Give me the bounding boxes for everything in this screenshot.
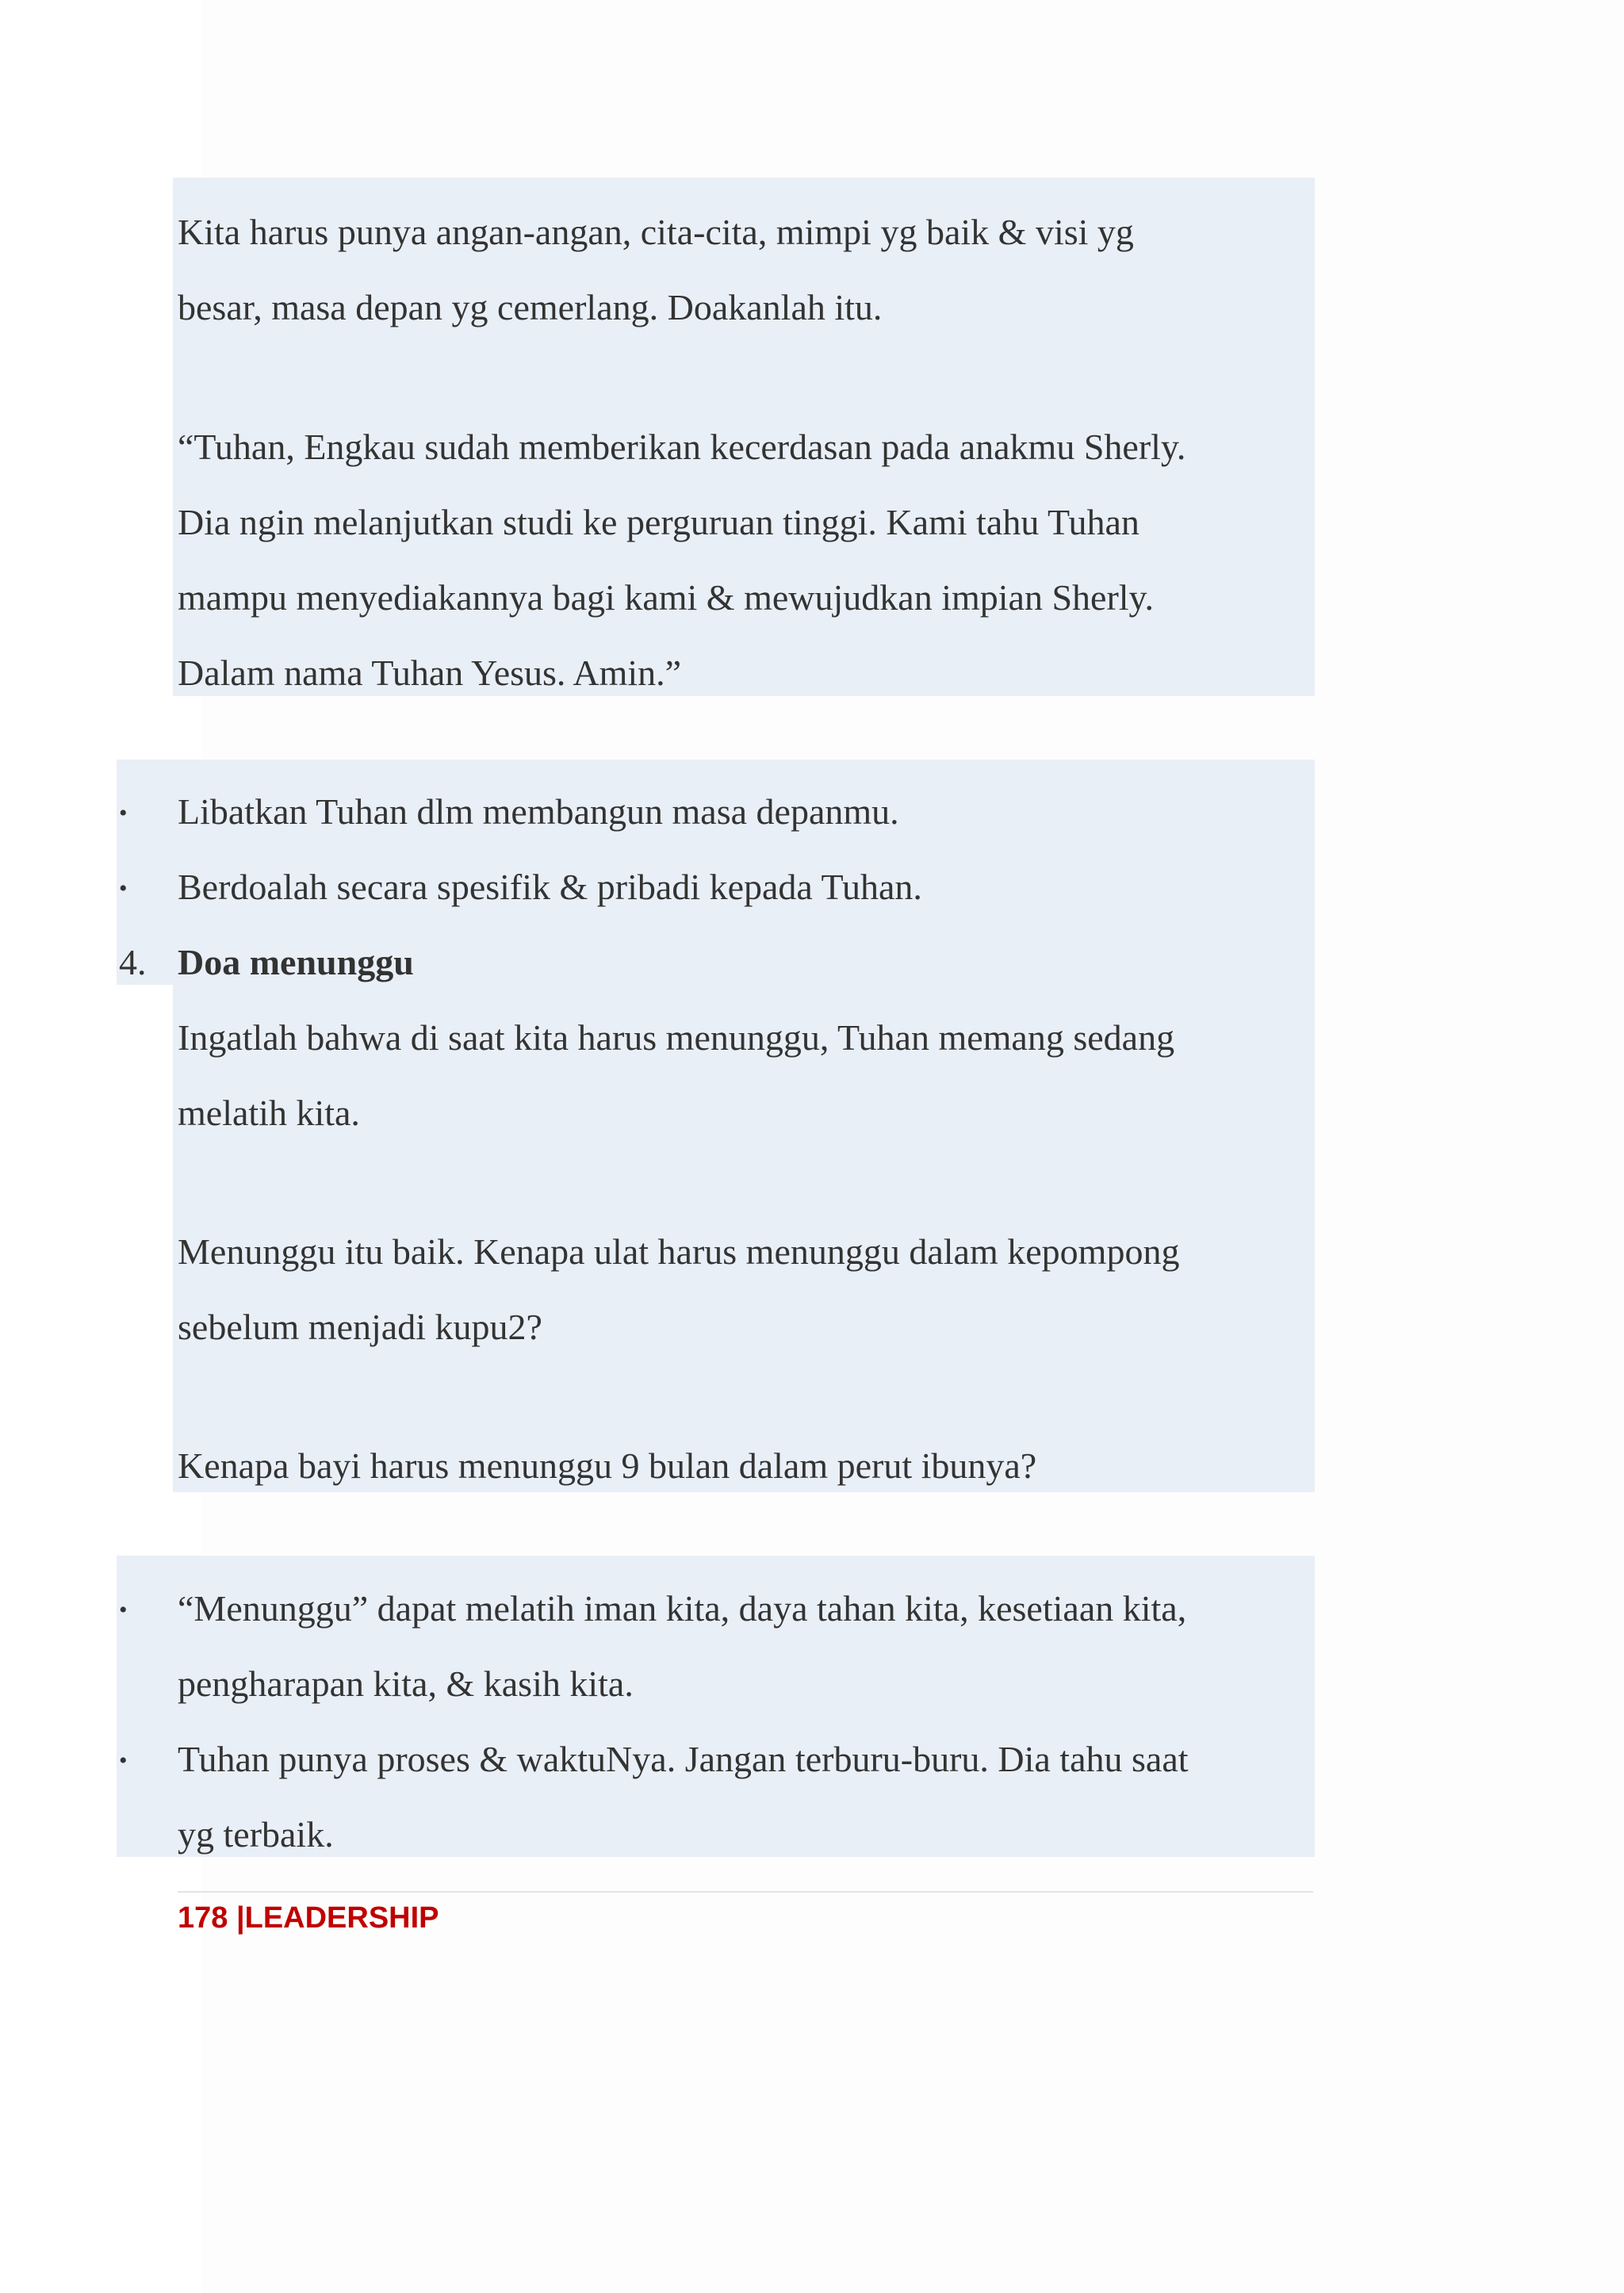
bullet-item: Libatkan Tuhan dlm membangun masa depanmu. [178,791,899,832]
section-number: 4. [119,942,147,982]
paragraph-line: Kenapa bayi harus menunggu 9 bulan dalam perut ibunya? [178,1445,1037,1486]
bullet-item-continuation: yg terbaik. [178,1814,334,1855]
bullet-icon: • [119,1597,128,1623]
footer-separator: | [236,1901,245,1935]
bullet-item: Berdoalah secara spesifik & pribadi kepada Tuhan. [178,867,922,907]
bullet-item-continuation: pengharapan kita, & kasih kita. [178,1663,634,1704]
section-title: Doa menunggu [178,942,414,982]
bullet-icon: • [119,800,128,826]
bullet-item: Tuhan punya proses & waktuNya. Jangan terburu-buru. Dia tahu saat [178,1739,1189,1779]
footer-divider [178,1891,1313,1893]
prayer-line: Dalam nama Tuhan Yesus. Amin.” [178,653,682,693]
page-number: 178 [178,1901,228,1935]
paragraph-line: sebelum menjadi kupu2? [178,1307,542,1347]
bullet-icon: • [119,1748,128,1774]
paragraph-line: Menunggu itu baik. Kenapa ulat harus menunggu dalam kepompong [178,1231,1180,1272]
footer-section: LEADERSHIP [244,1901,439,1935]
page-footer [178,1898,439,1938]
prayer-line: Dia ngin melanjutkan studi ke perguruan tinggi. Kami tahu Tuhan [178,502,1139,542]
paragraph-line: melatih kita. [178,1093,360,1133]
prayer-line: mampu menyediakannya bagi kami & mewujudkan impian Sherly. [178,577,1155,618]
paragraph-line: Ingatlah bahwa di saat kita harus menunggu, Tuhan memang sedang [178,1017,1175,1058]
paragraph-line: Kita harus punya angan-angan, cita-cita, mimpi yg baik & visi yg [178,212,1134,252]
bullet-item: “Menunggu” dapat melatih iman kita, daya tahan kita, kesetiaan kita, [178,1588,1187,1629]
bullet-icon: • [119,875,128,902]
paragraph-line: besar, masa depan yg cemerlang. Doakanlah itu. [178,287,883,327]
prayer-line: “Tuhan, Engkau sudah memberikan kecerdasan pada anakmu Sherly. [178,427,1186,467]
